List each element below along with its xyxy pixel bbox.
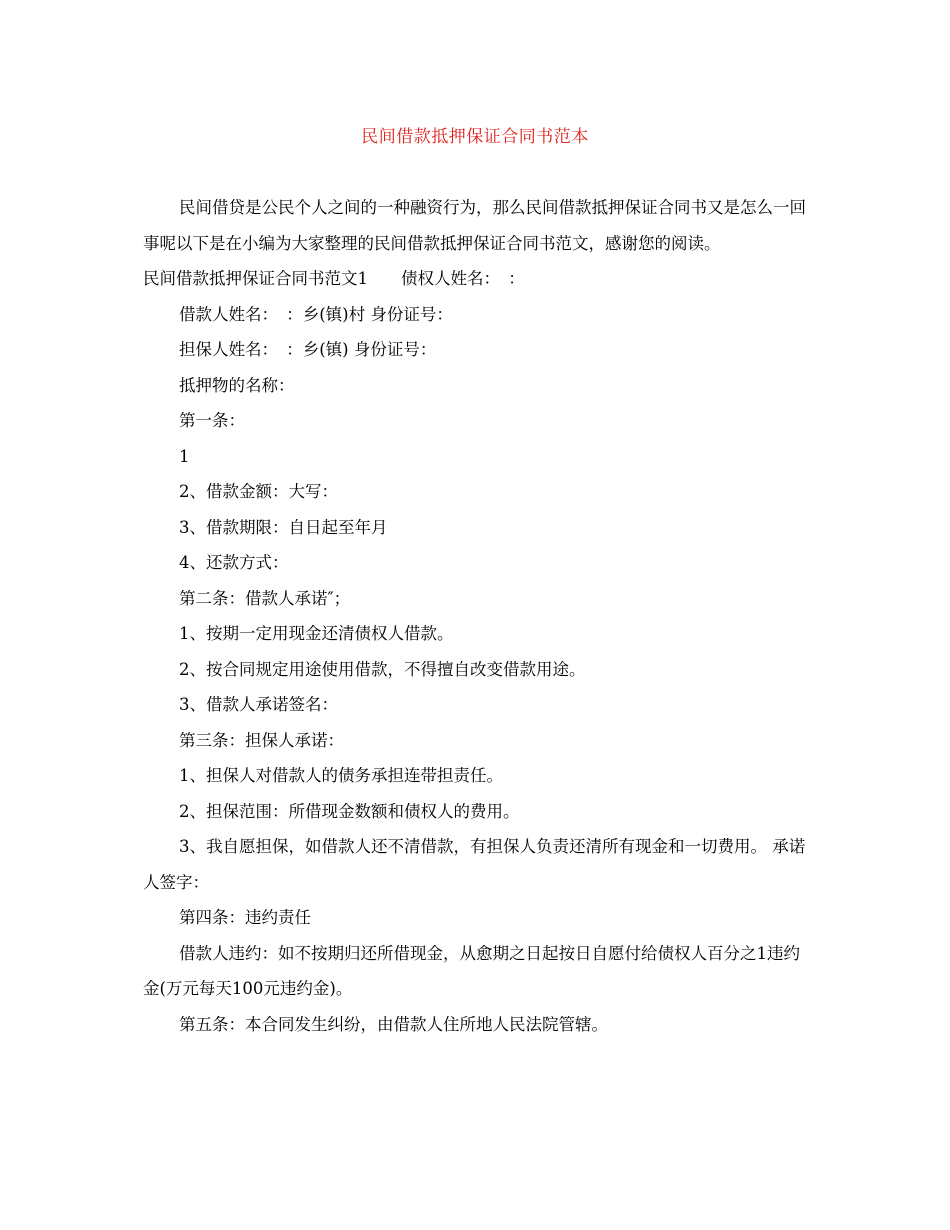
article-1-item-3: 3、借款期限：自日起至年月 bbox=[179, 517, 388, 537]
article-3-item-2: 2、担保范围：所借现金数额和债权人的费用。 bbox=[179, 801, 520, 821]
article-3-heading: 第三条：担保人承诺： bbox=[179, 730, 344, 750]
heading-line: 民间借款抵押保证合同书范文1 债权人姓名： ： bbox=[143, 269, 525, 288]
article-2-heading: 第二条：借款人承诺″； bbox=[179, 588, 351, 608]
article-1-item-2: 2、借款金额：大写： bbox=[179, 482, 338, 501]
article-1-heading: 第一条： bbox=[179, 411, 245, 430]
collateral-name-line: 抵押物的名称： bbox=[179, 375, 295, 395]
article-2-item-3: 3、借款人承诺签名： bbox=[179, 695, 338, 714]
guarantor-name-line: 担保人姓名： ：乡(镇) 身份证号： bbox=[179, 340, 437, 359]
intro-paragraph: 民间借贷是公民个人之间的一种融资行为，那么民间借款抵押保证合同书又是怎么一回事呢以下是在小编为大家整理的民间借款抵押保证合同书范文，感谢您的阅读。 bbox=[143, 198, 806, 253]
article-2-item-2: 2、按合同规定用途使用借款，不得擅自改变借款用途。 bbox=[179, 659, 586, 679]
article-1-item-1: 1 bbox=[179, 446, 190, 466]
article-4-heading: 第四条：违约责任 bbox=[179, 908, 311, 927]
article-3-item-1: 1、担保人对借款人的债务承担连带担责任。 bbox=[179, 766, 503, 785]
article-1-item-4: 4、还款方式： bbox=[179, 553, 289, 572]
document-body bbox=[143, 190, 808, 1042]
article-5-body: 第五条：本合同发生纠纷，由借款人住所地人民法院管辖。 bbox=[179, 1014, 608, 1034]
article-3-item-3: 3、我自愿担保，如借款人还不清借款，有担保人负责还清所有现金和一切费用。 承诺人签字： bbox=[143, 837, 806, 892]
borrower-name-line: 借款人姓名： ：乡(镇)村 身份证号： bbox=[179, 304, 453, 324]
document-title: 民间借款抵押保证合同书范本 bbox=[361, 127, 589, 147]
article-2-item-1: 1、按期一定用现金还清债权人借款。 bbox=[179, 624, 454, 643]
article-4-body: 借款人违约：如不按期归还所借现金，从愈期之日起按日自愿付给债权人百分之1违约金(万元每天100元违约金)。 bbox=[143, 943, 800, 998]
